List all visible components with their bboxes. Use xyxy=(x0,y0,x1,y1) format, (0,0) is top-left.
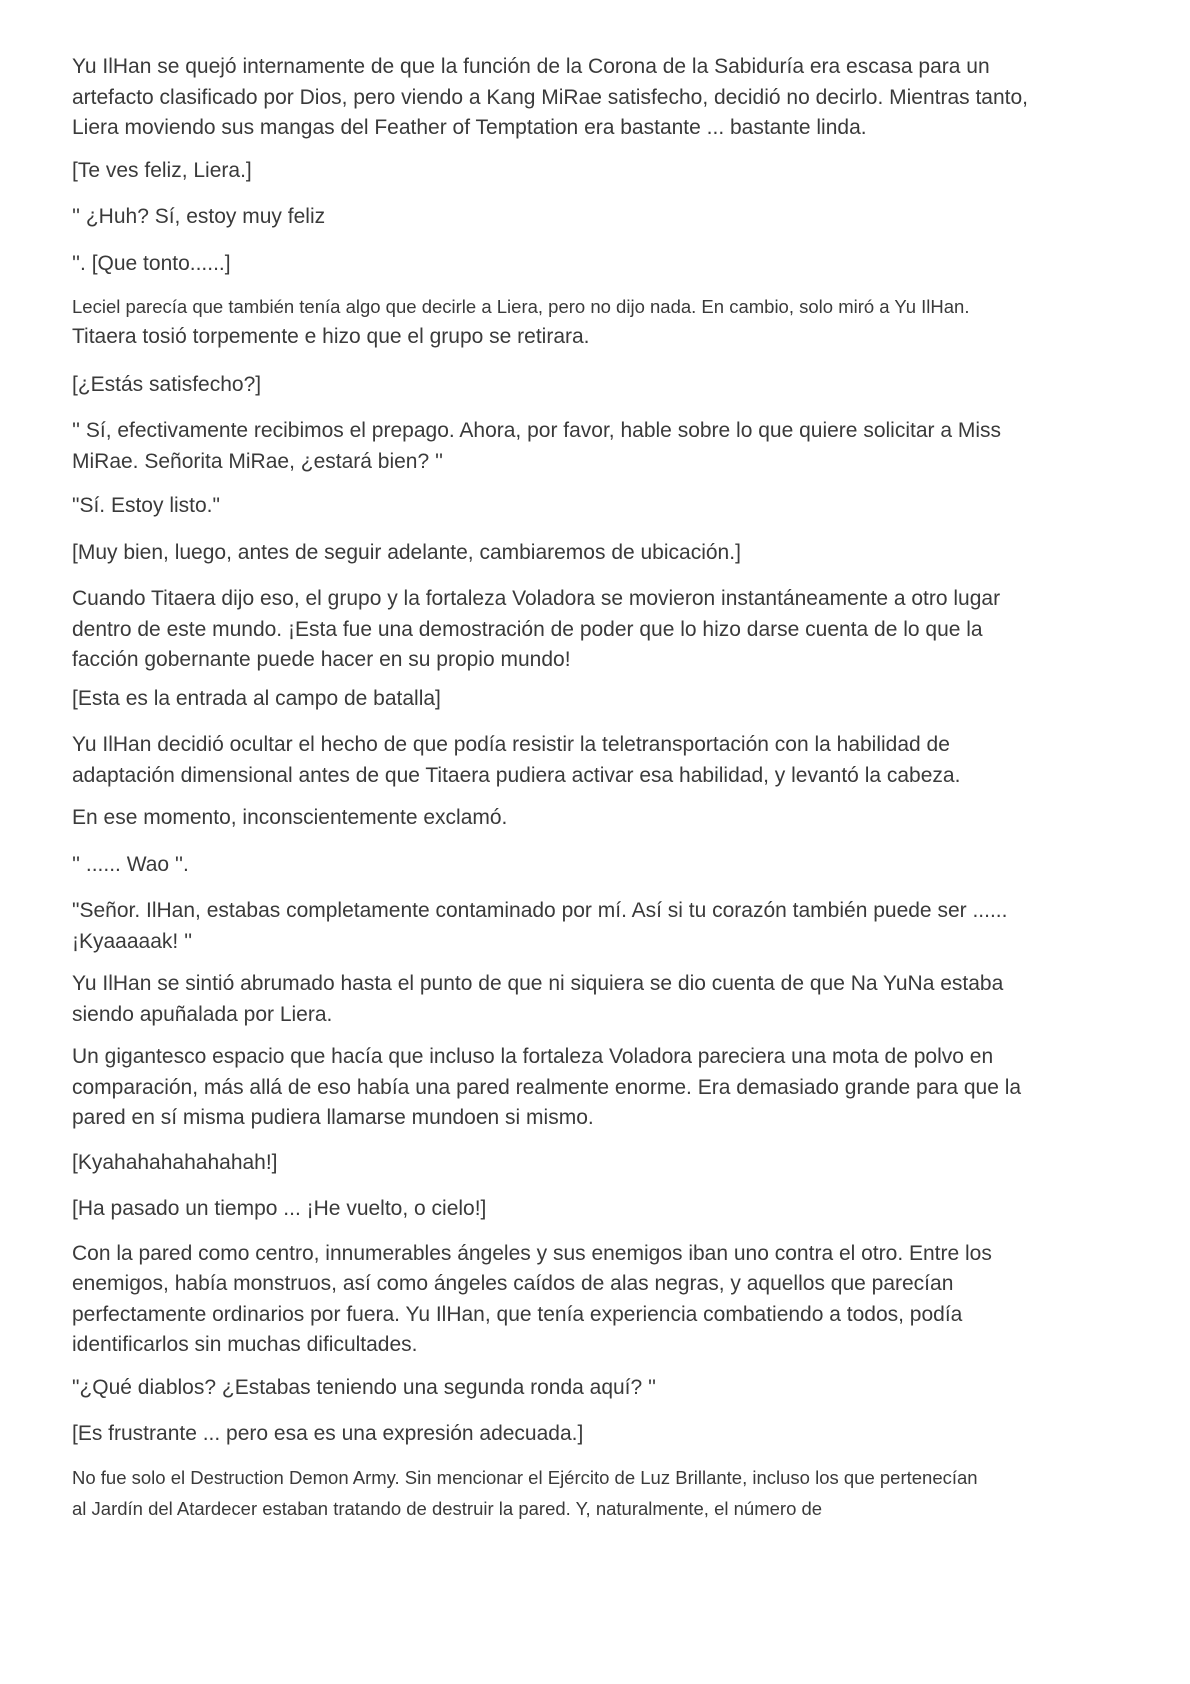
paragraph-16: "Señor. IlHan, estabas completamente contaminado por mí. Así si tu corazón también puede ser ...... ¡Kyaaaaak! '' xyxy=(72,899,1008,953)
paragraph-8: '' Sí, efectivamente recibimos el prepago. Ahora, por favor, hable sobre lo que quiere solicitar a Miss MiRae. Señorita MiRae, ¿estará bien? '' xyxy=(72,419,1002,473)
paragraph-17: Yu IlHan se sintió abrumado hasta el punto de que ni siquiera se dio cuenta de que Na YuNa estaba siendo apuñalada por Liera. xyxy=(72,972,1004,1026)
paragraph-13: Yu IlHan decidió ocultar el hecho de que podía resistir la teletransportación con la habilidad de adaptación dimensional antes de que Titaera pudiera activar esa habilidad, y levantó la cabeza. xyxy=(72,733,961,787)
paragraph-5: Leciel parecía que también tenía algo que decirle a Liera, pero no dijo nada. En cambio, solo miró a Yu IlHan. xyxy=(72,296,970,317)
paragraph-24: No fue solo el Destruction Demon Army. Sin mencionar el Ejército de Luz Brillante, incluso los que pertenecían al Jardín del Atardecer estaban tratando de destruir la pared. Y, naturalmente, el número de xyxy=(72,1466,978,1519)
paragraph-10: [Muy bien, luego, antes de seguir adelante, cambiaremos de ubicación.] xyxy=(72,540,741,564)
paragraph-15: '' ...... Wao ''. xyxy=(72,852,189,876)
paragraph-22: "¿Qué diablos? ¿Estabas teniendo una segunda ronda aquí? '' xyxy=(72,1375,657,1399)
paragraph-4: ''. [Que tonto......] xyxy=(72,251,231,275)
paragraph-9: "Sí. Estoy listo." xyxy=(72,494,220,517)
paragraph-1: Yu IlHan se quejó internamente de que la función de la Corona de la Sabiduría era escasa para un artefacto clasificado por Dios, pero viendo a Kang MiRae satisfecho, decidió no decirlo. Mientras tanto, Liera moviendo sus mangas del Feather of Temptation era bastante ... bastante linda. xyxy=(72,55,1029,139)
paragraph-21: Con la pared como centro, innumerables ángeles y sus enemigos iban uno contra el otro. Entre los enemigos, había monstruos, así como ángeles caídos de alas negras, y aquellos que parecían perfectamente ordinarios por fuera. Yu IlHan, que tenía experiencia combatiendo a todos, podía identificarlos sin muchas dificultades. xyxy=(72,1241,992,1356)
paragraph-14: En ese momento, inconscientemente exclamó. xyxy=(72,806,508,829)
paragraph-3: '' ¿Huh? Sí, estoy muy feliz xyxy=(72,205,326,228)
paragraph-7: [¿Estás satisfecho?] xyxy=(72,372,262,396)
paragraph-19: [Kyahahahahahahah!] xyxy=(72,1150,278,1174)
paragraph-12: [Esta es la entrada al campo de batalla] xyxy=(72,686,441,710)
paragraph-18: Un gigantesco espacio que hacía que incluso la fortaleza Voladora pareciera una mota de polvo en comparación, más allá de eso había una pared realmente enorme. Era demasiado grande para que la pared en sí misma pudiera llamarse mundoen si mismo. xyxy=(72,1045,1022,1129)
paragraph-6: Titaera tosió torpemente e hizo que el grupo se retirara. xyxy=(72,325,590,348)
paragraph-20: [Ha pasado un tiempo ... ¡He vuelto, o cielo!] xyxy=(72,1197,487,1220)
paragraph-2: [Te ves feliz, Liera.] xyxy=(72,158,252,182)
document-page xyxy=(72,52,1122,1524)
paragraph-23: [Es frustrante ... pero esa es una expresión adecuada.] xyxy=(72,1422,584,1445)
paragraph-11: Cuando Titaera dijo eso, el grupo y la fortaleza Voladora se movieron instantáneamente a otro lugar dentro de este mundo. ¡Esta fue una demostración de poder que lo hizo darse cuenta de lo que la facción gobernante puede hacer en su propio mundo! xyxy=(72,587,1001,671)
